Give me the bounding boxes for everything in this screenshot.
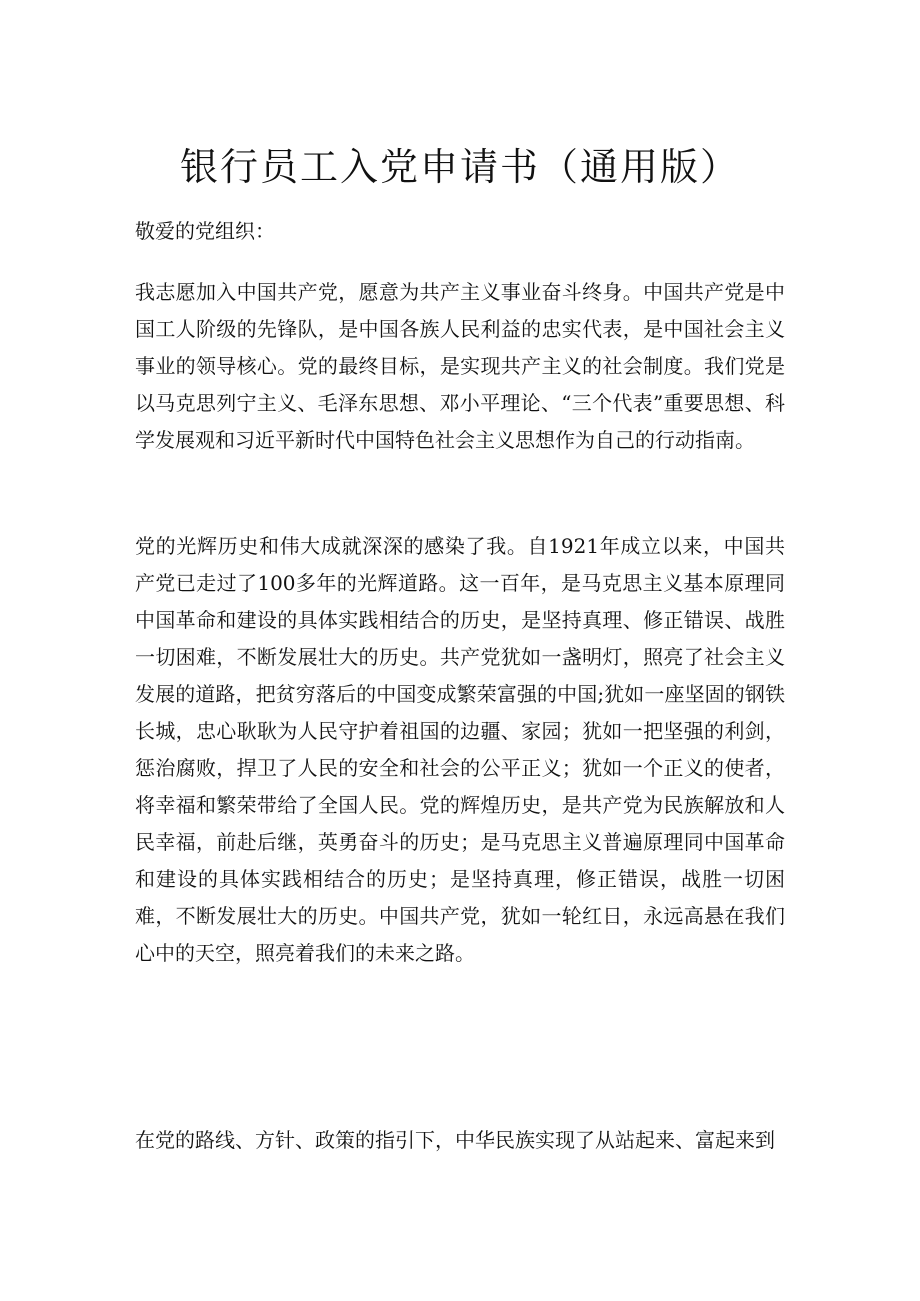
paragraph-1: 我志愿加入中国共产党，愿意为共产主义事业奋斗终身。中国共产党是中国工人阶级的先锋队，是中国各族人民利益的忠实代表，是中国社会主义事业的领导核心。党的最终目标，是实现共产主义的社会制度。我们党是以马克思列宁主义、毛泽东思想、邓小平理论、“三个代表”重要思想、科学发展观和习近平新时代中国特色社会主义思想作为自己的行动指南。 xyxy=(135,280,785,452)
paragraph-3: 在党的路线、方针、政策的指引下，中华民族实现了从站起来、富起来到 xyxy=(135,1128,775,1152)
document-title: 银行员工入党申请书（通用版） xyxy=(179,145,740,189)
salutation: 敬爱的党组织： xyxy=(135,219,275,243)
paragraph-2: 党的光辉历史和伟大成就深深的感染了我。自1921年成立以来，中国共产党已走过了100多年的光辉道路。这一百年，是马克思主义基本原理同中国革命和建设的具体实践相结合的历史，是坚持真理、修正错误、战胜一切困难，不断发展壮大的历史。共产党犹如一盏明灯，照亮了社会主义发展的道路，把贫穷落后的中国变成繁荣富强的中国;犹如一座坚固的钢铁长城，忠心耿耿为人民守护着祖国的边疆、家园；犹如一把坚强的利剑，惩治腐败，捍卫了人民的安全和社会的公平正义；犹如一个正义的使者，将幸福和繁荣带给了全国人民。党的辉煌历史，是共产党为民族解放和人民幸福，前赴后继，英勇奋斗的历史；是马克思主义普遍原理同中国革命和建设的具体实践相结合的历史；是坚持真理，修正错误，战胜一切困难，不断发展壮大的历史。中国共产党，犹如一轮红日，永远高悬在我们心中的天空，照亮着我们的未来之路。 xyxy=(135,534,785,965)
